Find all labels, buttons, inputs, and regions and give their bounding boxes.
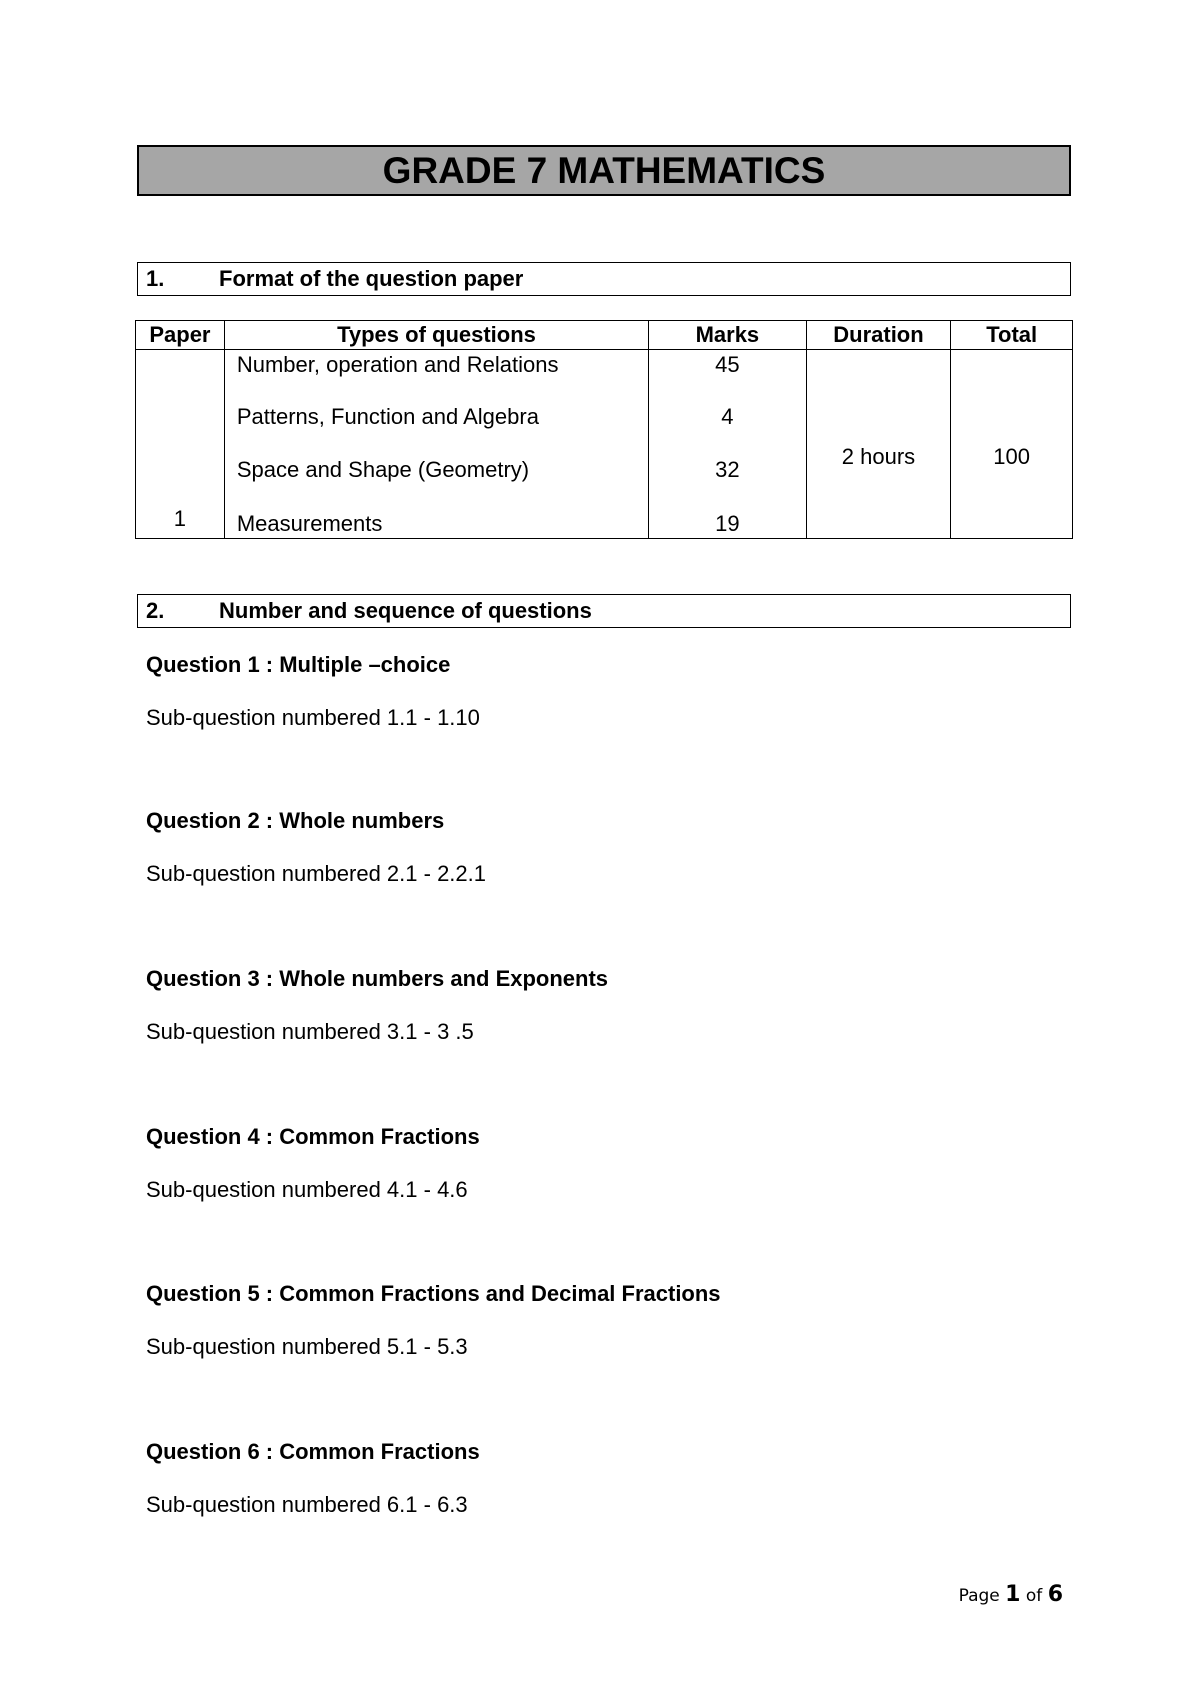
duration-value: 2 hours bbox=[841, 444, 916, 469]
question-subquestions: Sub-question numbered 6.1 - 6.3 bbox=[146, 1492, 468, 1517]
type-item: Patterns, Function and Algebra bbox=[236, 404, 539, 429]
mark-value: 45 bbox=[715, 352, 740, 377]
cell-paper bbox=[136, 350, 225, 539]
section-1-number: 1. bbox=[146, 266, 165, 291]
type-item: Number, operation and Relations bbox=[236, 352, 559, 377]
question-subquestions: Sub-question numbered 2.1 - 2.2.1 bbox=[146, 861, 487, 886]
cell-marks bbox=[649, 350, 807, 539]
section-1-header bbox=[137, 262, 1071, 296]
question-subquestions: Sub-question numbered 4.1 - 4.6 bbox=[146, 1177, 468, 1202]
footer-page-total: 6 bbox=[1047, 1582, 1063, 1607]
question-heading: Question 5 : Common Fractions and Decimal Fractions bbox=[146, 1281, 721, 1306]
question-heading: Question 4 : Common Fractions bbox=[146, 1124, 480, 1149]
mark-value: 32 bbox=[715, 457, 740, 482]
question-subquestions: Sub-question numbered 1.1 - 1.10 bbox=[146, 705, 480, 730]
question-heading: Question 6 : Common Fractions bbox=[146, 1439, 480, 1464]
type-item: Measurements bbox=[236, 511, 383, 536]
mark-value: 19 bbox=[715, 511, 740, 536]
page-footer bbox=[959, 1582, 1063, 1607]
cell-total bbox=[951, 350, 1073, 539]
section-2-label: Number and sequence of questions bbox=[219, 598, 592, 623]
footer-page-number: 1 bbox=[1005, 1582, 1021, 1607]
format-table-header-row bbox=[136, 321, 1073, 350]
question-subquestions: Sub-question numbered 5.1 - 5.3 bbox=[146, 1334, 468, 1359]
cell-duration bbox=[806, 350, 951, 539]
header-duration: Duration bbox=[806, 321, 951, 350]
mark-value: 4 bbox=[721, 404, 734, 429]
cell-types bbox=[224, 350, 648, 539]
format-table bbox=[135, 320, 1073, 539]
section-2-header bbox=[137, 594, 1071, 628]
section-2-number: 2. bbox=[146, 598, 165, 623]
section-1-label: Format of the question paper bbox=[219, 266, 524, 291]
total-value: 100 bbox=[993, 444, 1031, 469]
paper-value: 1 bbox=[173, 506, 187, 531]
header-marks: Marks bbox=[649, 321, 807, 350]
question-subquestions: Sub-question numbered 3.1 - 3 .5 bbox=[146, 1019, 474, 1044]
question-heading: Question 3 : Whole numbers and Exponents bbox=[146, 966, 609, 991]
type-item: Space and Shape (Geometry) bbox=[236, 457, 530, 482]
question-heading: Question 1 : Multiple –choice bbox=[146, 652, 451, 677]
document-title: GRADE 7 MATHEMATICS bbox=[137, 145, 1071, 196]
format-table-row bbox=[136, 350, 1073, 539]
header-types: Types of questions bbox=[224, 321, 648, 350]
question-heading: Question 2 : Whole numbers bbox=[146, 808, 445, 833]
footer-of-word: of bbox=[1025, 1586, 1043, 1606]
header-paper: Paper bbox=[136, 321, 225, 350]
footer-page-word: Page bbox=[958, 1586, 1000, 1606]
header-total: Total bbox=[951, 321, 1073, 350]
